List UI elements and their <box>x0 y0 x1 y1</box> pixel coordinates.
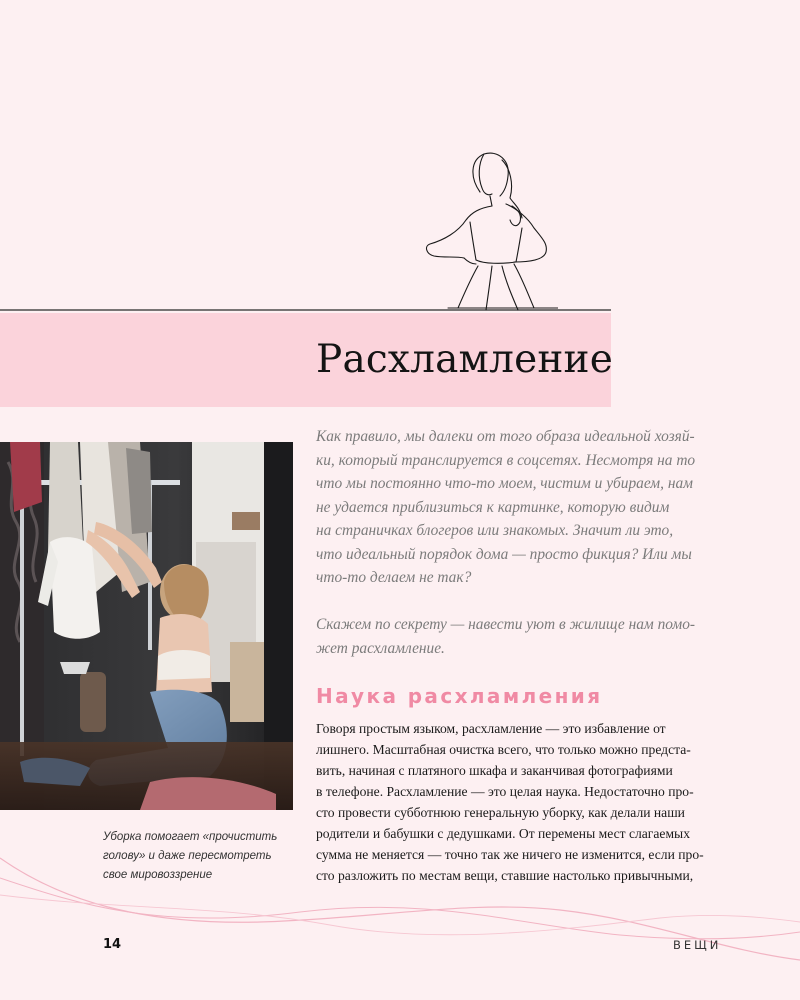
intro-line: Как правило, мы далеки от того образа идеальной хозяй- <box>316 428 695 445</box>
intro-line: на страничках блогеров или знакомых. Значит ли это, <box>316 522 674 539</box>
woman-sorting-clothes-photo <box>0 442 293 810</box>
intro-line: не удается приблизиться к картинке, которую видим <box>316 498 670 516</box>
intro-line: ки, который транслируется в соцсетях. Несмотря на то <box>316 451 696 469</box>
intro-line: что мы постоянно что-то моем, чистим и убираем, нам <box>316 475 693 492</box>
intro-text <box>316 425 714 684</box>
page-title: Расхламление <box>316 337 614 382</box>
photo-caption <box>103 828 293 885</box>
caption-line: свое мировоззрение <box>103 869 213 881</box>
body-line: в телефоне. Расхламление — это целая наука. Недостаточно про- <box>316 784 694 799</box>
intro-line: что идеальный порядок дома — просто фикция? Или мы <box>316 545 692 563</box>
woman-line-drawing-icon <box>418 148 558 316</box>
section-heading: Наука расхламления <box>316 684 603 708</box>
intro-line: что-то делаем не так? <box>316 569 472 586</box>
intro-paragraph-2 <box>316 613 714 660</box>
caption-line: голову» и даже пересмотреть <box>103 850 272 862</box>
page-number: 14 <box>103 937 122 952</box>
body-line: лишнего. Масштабная очистка всего, что только можно предста- <box>316 742 691 757</box>
section-body-text <box>316 718 716 886</box>
running-section-label: ВЕЩИ <box>673 938 722 952</box>
body-line: сто разложить по местам вещи, ставшие настолько привычными, <box>316 868 694 883</box>
intro-line: жет расхламление. <box>316 639 445 657</box>
body-line: сто провести субботнюю генеральную уборку, как делали наши <box>316 805 685 820</box>
body-line: вить, начиная с платяного шкафа и заканчивая фотографиями <box>316 763 673 778</box>
intro-paragraph-1 <box>316 425 714 590</box>
intro-line: Скажем по секрету — навести уют в жилище нам помо- <box>316 616 696 633</box>
caption-line: Уборка помогает «прочистить <box>103 831 278 843</box>
body-line: родители и бабушки с дедушками. От перемены мест слагаемых <box>316 826 690 841</box>
body-line: Говоря простым языком, расхламление — это избавление от <box>316 721 666 736</box>
body-line: сумма не меняется — точно так же ничего не изменится, если про- <box>316 847 704 862</box>
